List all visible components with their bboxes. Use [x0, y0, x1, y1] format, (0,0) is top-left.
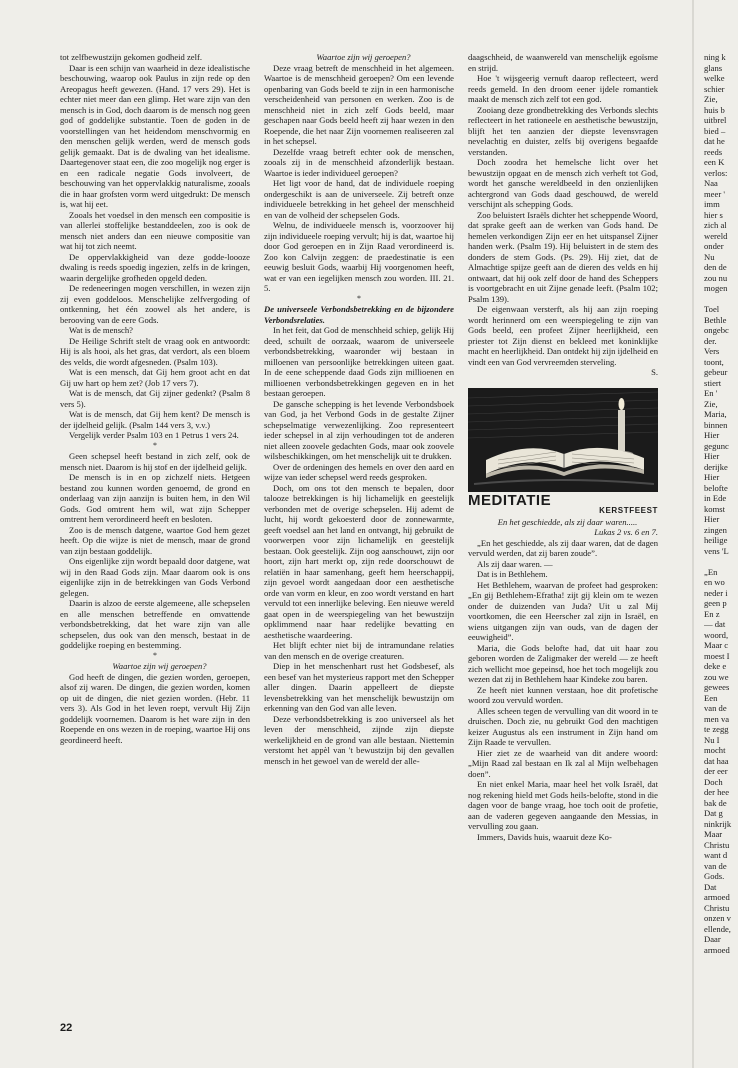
- paragraph: Welnu, de individueele mensch is, voorzoover hij zijn individueele roeping vervult; hij is dat, waartoe hij door God geroepen en in Zijn Raad verordineerd is. Zoo kon Calvijn zeggen: de praedestinatie is een eeuwig besluit Gods, waarbij Hij voorgenomen heeft, wat er van een iegelijken mensch zou worden. III. 21. 5.: [264, 220, 454, 293]
- cropped-line: Dat: [704, 881, 717, 892]
- cropped-line: armoed: [704, 944, 730, 955]
- cropped-line: Maria,: [704, 409, 727, 419]
- cropped-line: mocht: [704, 745, 726, 755]
- cropped-line: zich al: [704, 220, 727, 230]
- cropped-line: komst: [704, 503, 726, 514]
- cropped-line: ninkrijk: [704, 818, 732, 829]
- cropped-line: meer ': [704, 188, 725, 199]
- cropped-line: Dat g: [704, 808, 723, 818]
- cropped-line: Bethle: [704, 314, 727, 325]
- cropped-line: wereld: [704, 230, 728, 241]
- cropped-line: reeds: [704, 146, 723, 157]
- cropped-line: Maar: [704, 829, 723, 839]
- cropped-line: belofte: [704, 482, 728, 493]
- cropped-line: neder i: [704, 587, 728, 598]
- cropped-line: welke: [704, 73, 725, 83]
- paragraph: Zooiang deze grondbetrekking des Verbonds slechts reflecteert in het rationeele en aesthetische bewustzijn, blijft het ten aanzien der diepste levensvragen nevelachtig en duister, zelfs bij overigens begaafde verstanden.: [468, 104, 658, 157]
- paragraph: Hier ziet ze de waarheid van dit andere woord: „Mijn Raad zal bestaan en Ik zal al Mijn welbehagen doen”.: [468, 747, 658, 779]
- cropped-line: bied –: [704, 125, 726, 136]
- paragraph: De Heilige Schrift stelt de vraag ook en antwoordt: Hij is als hooi, als het gras, dat verdort, als een bloem des velds, die wordt afgesneden. (Psalm 103).: [60, 335, 250, 367]
- section-divider: *: [153, 440, 157, 450]
- paragraph: Vergelijk verder Psalm 103 en 1 Petrus 1 vers 24.: [69, 430, 239, 440]
- paragraph: Diep in het menschenhart rust het Godsbesef, als een besef van het mysterieus rapport met den Schepper aller dingen. Daarin appelleert de diepste levensbetrekking van het menschelijk bewustzijn om erkenning van den God van alle leven.: [264, 661, 454, 713]
- paragraph: Wat is een mensch, dat Gij hem groot acht en dat Gij uw hart op hem zet? (Job 17 vers 7).: [60, 367, 250, 388]
- paragraph: Ons eigenlijke zijn wordt bepaald door datgene, wat wij in den Raad Gods zijn. Maar daarom ook is ons eigenlijke zijn in de betrekkingen van Gods Verbond gelegen.: [60, 556, 250, 598]
- paragraph: Zooals het voedsel in den mensch een compositie is van allerlei stoffelijke bestanddeelen, zoo is ook de mensch niet anders dan een nieuwe compositie van wat hij tot zich neemt.: [60, 209, 250, 251]
- cropped-line: [704, 294, 738, 305]
- cropped-line: gewees: [704, 682, 730, 692]
- cropped-line: deke e: [704, 661, 727, 671]
- paragraph: daagschheid, de waanwereld van menschelijk egoïsme en strijd.: [468, 52, 658, 73]
- cropped-line: [704, 556, 738, 567]
- cropped-line: in Ede: [704, 493, 727, 503]
- section-divider: *: [357, 293, 361, 303]
- cropped-line: ongebc: [704, 325, 729, 335]
- column-2: [264, 52, 454, 766]
- paragraph: Wat is de mensch, dat Gij zijner gedenkt? (Psalm 8 vers 5).: [60, 388, 250, 409]
- cropped-line: Hier: [704, 451, 720, 461]
- cropped-line: verlos:: [704, 167, 728, 178]
- paragraph: Alles scheen tegen de vervulling van dit woord in te druischen. Doch zie, nu gebruikt God den machtigen keizer Augustus als een instrument in Zijn hand om Zijn Raade te vervullen.: [468, 705, 658, 747]
- paragraph: Het Bethlehem, waarvan de profeet had gesproken: „En gij Bethlehem-Efratha! zijt gij klein om te wezen onder de duizenden van Juda? Uit u zal Mij voortkomen, die een Heerscher zal zijn in Israël, en wiens uitgangen zijn van ouds, van de dagen der eeuwigheid”.: [468, 579, 658, 642]
- cropped-line: hier s: [704, 209, 723, 220]
- scripture-reference: Lukas 2 vs. 6 en 7.: [594, 527, 658, 537]
- cropped-line: geen p: [704, 598, 727, 608]
- paragraph: Deze verbondsbetrekking is zoo universeel als het leven der menschheid, zijnde zijn diepste werkelijkheid en de grond van alle bestaan. Niettemin verstomt het appèl van 't bewustzijn bij den gevallen mensch in het gewoel van de wereld der alle-: [264, 713, 454, 766]
- cropped-line: toont,: [704, 356, 724, 367]
- cropped-line: huis b: [704, 104, 725, 115]
- paragraph: De mensch is in en op zichzelf niets. Hetgeen bestand zou kunnen worden genoemd, de grond en onderlaag van zijn aanzijn is buiten hem, in den Wil Gods. God omtrent hem wil, wat zijn Schepper omtrent hem verordineerd heeft en besloten.: [60, 472, 250, 524]
- section-heading: Waartoe zijn wij geroepen?: [112, 661, 207, 671]
- paragraph: Deze vraag betreft de menschheid in het algemeen. Waartoe is de menschheid geroepen? Om een levende openbaring van Gods beeld te zijn in een harmonische verscheidenheid van personen en werken. Zoo is de menschheid niet in zich zelf Gods beeld, maar geschapen naar Gods beeld heeft zij haar wezen in den Roepende, die het naar Zijn voornemen realiseeren zal in het schepsel.: [264, 62, 454, 146]
- page-number: 22: [60, 1022, 73, 1034]
- cropped-line: mogen: [704, 283, 728, 293]
- paragraph: De gansche schepping is het levende Verbondsboek van God, ja het Verbond Gods in de gestalte Zijner schepselmatige verwezenlijking. Zoo representeert ieder schepsel in al zijn verhoudingen tot de anderen niet alleen zoovele gedachten Gods, maar ook zoovele wilsbeschikkingen, om het menschelijk uit te drukken.: [264, 398, 454, 461]
- paragraph: Het blijft echter niet bij de intramundane relaties van den mensch en de overige creaturen.: [264, 640, 454, 661]
- paragraph: Dezelfde vraag betreft echter ook de menschen, zooals zij in de menschheid afzonderlijk bestaan. Waartoe is ieder individueel geroepen?: [264, 146, 454, 178]
- cropped-line: ellende,: [704, 923, 731, 934]
- cropped-line: — dat: [704, 619, 726, 629]
- paragraph: Zoo is de mensch datgene, waartoe God hem gezet heeft. Op die wijze is niet de mensch, maar de grond van zijn bestaan goddelijk.: [60, 524, 250, 556]
- cropped-line: van de: [704, 703, 727, 713]
- cropped-line: den de: [704, 262, 727, 272]
- cropped-line: gebeur: [704, 367, 728, 377]
- cropped-line: Hier: [704, 430, 720, 440]
- paragraph: Wat is de mensch?: [69, 325, 133, 335]
- cropped-line: Naa: [704, 178, 718, 188]
- cropped-line: zou we: [704, 671, 729, 682]
- cropped-line: Vers: [704, 346, 720, 356]
- cropped-line: Nu I: [704, 734, 720, 745]
- cropped-line: schier: [704, 83, 725, 94]
- cropped-line: een K: [704, 157, 725, 167]
- paragraph: Doch, om ons tot den mensch te bepalen, door talooze betrekkingen is hij lichamelijk en geestelijk verbonden met de overige schepselen. Hij ademt de lucht, hij wordt gekoesterd door de zonnewarmte, geeft voedsel aan het land en ontvangt, hij gebruikt de voorwerpen voor zijn lichamelijk en geestelijk bestaan. Ook geestelijk. Zijn oog aanschouwt, zijn oor hoort, zijn hart merkt op, zijn rede doorschouwt de relatiën in haar samenhang, geeft hem heerschappij, zijn gevoel wordt aangedaan door een aesthetische orde van vorm en kleur, en zoo wordt verstand en hart vervuld tot een innerlijke beleving. Een nieuwe wereld gaat open in de weerspiegeling van het bewustzijn opklimmend naar haar redelijke bevatting en aesthetische waardeering.: [264, 482, 454, 640]
- cropped-line: der hee: [704, 787, 730, 797]
- paragraph: God heeft de dingen, die gezien worden, geroepen, alsof zij waren. De dingen, die gezien worden, komen op uit de dingen, die niet gezien worden. (Hebr. 11 vers 3). Als God in het leven roept, vervult Hij Zijn goddelijk voornemen. Daarom is het ware zijn in den Roepende en ons wezen in de roeping, waartoe Hij ons geordineerd heeft.: [60, 671, 250, 745]
- cropped-line: armoed: [704, 892, 730, 902]
- paragraph: Dat is in Bethlehem.: [477, 569, 548, 579]
- paragraph: „En het geschiedde, als zij daar waren, dat de dagen vervuld werden, dat zij baren zoude”.: [468, 537, 658, 558]
- cropped-line: Christu: [704, 902, 730, 913]
- cropped-line: onzen v: [704, 913, 731, 923]
- cropped-line: Gods.: [704, 871, 725, 881]
- cropped-line: vens 'L: [704, 545, 729, 556]
- cropped-line: zingen: [704, 524, 727, 535]
- cropped-line: Hier: [704, 514, 720, 524]
- paragraph: Geen schepsel heeft bestand in zich zelf, ook de mensch niet. Daarom is hij stof en der ijdelheid gelijk.: [60, 451, 250, 472]
- cropped-line: zou nu: [704, 272, 728, 283]
- paragraph: En niet enkel Maria, maar heel het volk Israël, dat nog rekening hield met Gods heils-belofte, stond in die dagen voor de bange vraag, hoe toch ooit de profetie, aan de vaderen gegeven aangaande den Messias, in vervulling zou gaan.: [468, 779, 658, 831]
- paragraph: Immers, Davids huis, waaruit deze Ko-: [477, 831, 612, 842]
- cropped-line: Toel: [704, 304, 720, 314]
- paragraph: Maria, die Gods belofte had, dat uit haar zou geboren worden de Zaligmaker der wereld — ze heeft zich wellicht moe gepeinsd, hoe het toch mogelijk zou wezen dat zij in Bethlehem haar Kindeke zou baren.: [468, 642, 658, 684]
- paragraph: Daar is een schijn van waarheid in deze idealistische beschouwing, waarop ook Paulus in zijn rede op den Areopagus heeft gewezen. (Hand. 17 vers 29). Het is echter niet meer dan een glimp. Het ware zijn van den mensch is in God, doch daarom is de mensch nog geen god of goddelijke substantie. Toen de goden in de voorstellingen van het heidendom menschvormig en den menschen gelijk werden, werd de mensch gods gelijk gemaakt. Dat is de dwaling van het idealisme. Daartegenover staat een, die zoo mogelijk nog erger is en een radicale negatie Gods involveert, de beschouwing van het oppervlakkig naturalisme, zooals die in haar grofsten vorm werd uitgedrukt: De mensch is, wat hij eet.: [60, 62, 250, 209]
- paragraph: Over de ordeningen des hemels en over den aard en wijze van ieder schepsel werd reeds gesproken.: [264, 461, 454, 482]
- feast-heading: KERSTFEEST: [599, 506, 658, 515]
- section-divider: *: [153, 650, 157, 660]
- cropped-line: men va: [704, 713, 730, 724]
- column-1: [60, 52, 250, 745]
- paragraph: Doch zoodra het hemelsche licht over het bewustzijn opgaat en de mensch zich verheft tot God, wordt het gansche wereldbeeld in den onzienlijken achtergrond van Gods daad geschouwd, de wereld verschijnt als schepping Gods.: [468, 157, 658, 209]
- cropped-line: En ': [704, 388, 718, 398]
- cropped-line: Hier: [704, 472, 720, 482]
- column-3: [468, 52, 658, 842]
- cropped-line: woord,: [704, 629, 729, 640]
- cropped-line: bak de: [704, 797, 727, 808]
- paragraph: Als zij daar waren. —: [477, 558, 553, 569]
- cropped-line: Doch: [704, 776, 723, 787]
- cropped-line: en wo: [704, 577, 725, 587]
- cropped-line: Zie,: [704, 94, 718, 104]
- cropped-line: uitbrel: [704, 115, 727, 125]
- cropped-line: gegunc: [704, 440, 729, 451]
- cropped-line: derijke: [704, 461, 728, 472]
- cropped-line: onder: [704, 241, 724, 251]
- paragraph: Het ligt voor de hand, dat de individuele roeping ondergeschikt is aan de universeele. Zij betreft onze individueele betrekking in het geheel der menschheid en van de volheid der schepselen Gods.: [264, 178, 454, 220]
- cropped-line: te zegg: [704, 724, 729, 734]
- cropped-line: Daar: [704, 934, 721, 944]
- scripture-motto: En het geschiedde, als zij daar waren.....: [497, 516, 638, 527]
- section-heading: Waartoe zijn wij geroepen?: [316, 52, 411, 62]
- cropped-line: dat haa: [704, 755, 729, 766]
- cropped-line: Maar c: [704, 640, 729, 650]
- open-book-candle-illustration: [468, 388, 658, 492]
- paragraph: In het feit, dat God de menschheid schiep, gelijk Hij deed, schuilt de oorzaak, waarom de universeele verbondsbetrekking, waaronder wij bestaan in milloenen van persoonlijke betrekkingen uiteen gaat. In de eene scheppende daad Gods zijn millioenen en millioenen verbondsbetrekkingen gegeven en in het bestaan geroepen.: [264, 325, 454, 398]
- paragraph: Ze heeft niet kunnen verstaan, hoe dit profetische woord zou vervuld worden.: [468, 684, 658, 705]
- page-gutter: [692, 0, 694, 1068]
- cropped-line: Christu: [704, 839, 730, 850]
- paragraph: Daarin is alzoo de eerste algemeene, alle schepselen en alle menschen betreffende en omvattende verbondsbetrekking, dat het ware zijn van alle schepselen, dus ook van den mensch, bestaat in de goddelijke roeping en bestemming.: [60, 598, 250, 650]
- cropped-line: der eer: [704, 766, 728, 776]
- section-heading: De universeele Verbondsbetrekking en de bijzondere Verbondsrelaties.: [264, 304, 454, 325]
- cropped-line: stiert: [704, 377, 722, 388]
- cropped-line: der.: [704, 335, 717, 346]
- cropped-line: binnen: [704, 419, 728, 430]
- cropped-line: „En: [704, 566, 718, 577]
- cropped-line: want d: [704, 850, 728, 860]
- cropped-line: En z: [704, 608, 720, 619]
- author-signature: S.: [651, 367, 658, 377]
- cropped-line: heilige: [704, 535, 728, 545]
- meditatie-illustration: [468, 388, 658, 492]
- cropped-line: Zie,: [704, 398, 718, 409]
- cropped-line: glans: [704, 62, 723, 73]
- cropped-line: Een: [704, 692, 718, 703]
- paragraph: De oppervlakkigheid van deze godde-loooze dwaling is reeds spoedig ingezien, zelfs in de kringen, waarin dergelijke grofheden opgeld deden.: [60, 251, 250, 283]
- meditatie-title: MEDITATIE: [468, 491, 552, 509]
- cropped-line: moest I: [704, 650, 730, 661]
- paragraph: Wat is de mensch, dat Gij hem kent? De mensch is der ijdelheid gelijk. (Psalm 144 vers 3, v.v.): [60, 409, 250, 430]
- cropped-line: ning k: [704, 52, 726, 62]
- cropped-line: dat he: [704, 136, 725, 146]
- cropped-line: imm: [704, 199, 720, 209]
- column-4-cropped: [704, 52, 738, 1052]
- paragraph: De redeneeringen mogen verschillen, in wezen zijn zij even goddeloos. Menschelijke zelfvergoding of ontkenning, het één zoowel als het andere, is berooving van de eere Gods.: [60, 283, 250, 325]
- paragraph: tot zelfbewustzijn gekomen godheid zelf.: [60, 52, 202, 62]
- paragraph: Hoe 't wijsgeerig vernuft daarop reflecteert, werd reeds gemeld. In den droom eener ijdele romantiek maakt de mensch zich zelf tot een god.: [468, 73, 658, 104]
- cropped-line: Nu: [704, 251, 715, 262]
- paragraph: Zoo beluistert Israëls dichter het scheppende Woord, dat sprake geeft aan de werken van Gods hand. De hemelen verkondigen Zijn eer en het uitspansel Zijner handen werk. (Psalm 19). Hij beluistert in de stem des donders de stem Gods. (Ps. 29). Hij ziet, dat de Almachtige spijze geeft aan de dieren des velds en hij ontwaart, dat hij ook zelf door de hand des Scheppers is voortgebracht en uit Zijne genade leeft. (Psalm 102; Psalm 139).: [468, 209, 658, 304]
- paragraph: De eigenwaan versterft, als hij aan zijn roeping wordt herinnerd om een weerspiegeling te zijn van Gods beeld, een profeet Zijner heerlijkheid, een priester tot Zijn dienst en bekleed met koninklijke macht en heerlijkheid. Dan ontdekt hij zijn ijdelheid en vindt een van God vervreemden sterveling.: [468, 304, 658, 367]
- cropped-line: van de: [704, 860, 727, 871]
